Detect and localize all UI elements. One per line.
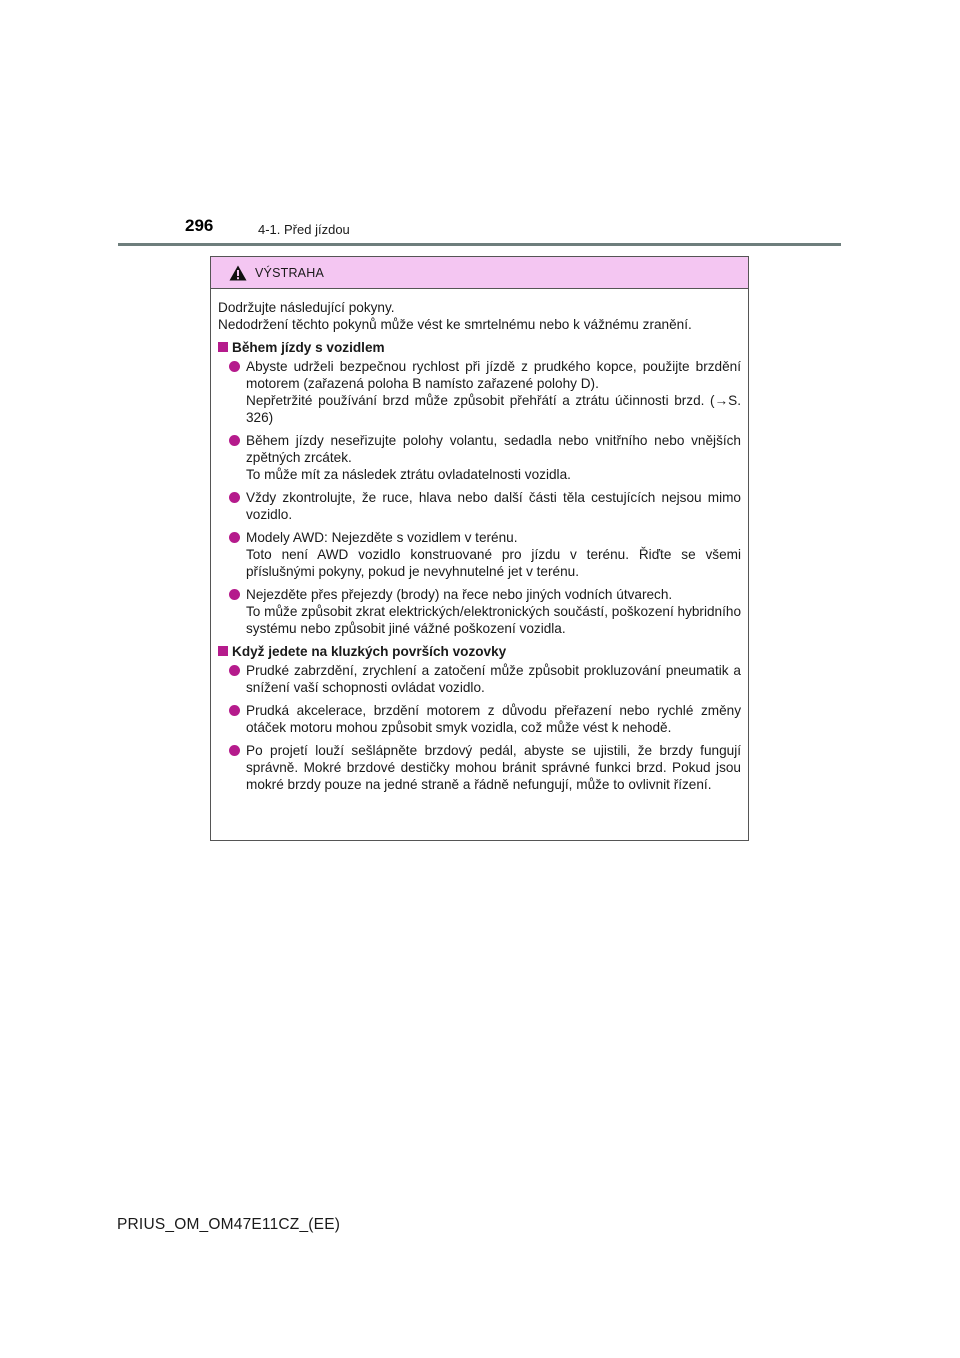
list-item: [218, 702, 741, 736]
round-bullet-icon: [229, 745, 240, 756]
section-heading: [218, 339, 741, 356]
header-divider: [118, 243, 841, 246]
list-item-text: To může mít za následek ztrátu ovladatelnosti vozidla.: [246, 467, 571, 482]
round-bullet-icon: [229, 435, 240, 446]
warning-section: [218, 643, 741, 793]
list-item-text: To může způsobit zkrat elektrických/elektronických součástí, poškození hybridního systému nebo způsobit jiné vážné poškození vozidla.: [246, 604, 741, 636]
document-code: PRIUS_OM_OM47E11CZ_(EE): [117, 1216, 341, 1233]
list-item-text: Abyste udrželi bezpečnou rychlost při jízdě z prudkého kopce, použijte brzdění motorem (zařazená poloha B namísto zařazené polohy D).: [246, 359, 741, 391]
list-item-text: Modely AWD: Nejezděte s vozidlem v terénu.: [246, 530, 518, 545]
section-title: 4-1. Před jízdou: [258, 222, 350, 237]
list-item-text: Prudká akcelerace, brzdění motorem z důvodu přeřazení nebo rychlé změny otáček motoru mohou způsobit smyk vozidla, což může vést k nehodě.: [246, 703, 741, 735]
section-heading-text: Když jedete na kluzkých površích vozovky: [232, 644, 507, 659]
warning-triangle-icon: [229, 265, 247, 281]
round-bullet-icon: [229, 589, 240, 600]
round-bullet-icon: [229, 492, 240, 503]
list-item: [218, 662, 741, 696]
list-item-text: Během jízdy neseřizujte polohy volantu, sedadla nebo vnitřního nebo vnějších zpětných zrcátek.: [246, 433, 741, 465]
list-item-text: Nepřetržité používání brzd může způsobit přehřátí a ztrátu účinnosti brzd. (→S. 326): [246, 393, 741, 425]
list-item-text: Toto není AWD vozidlo konstruované pro jízdu v terénu. Řiďte se všemi příslušnými pokyny, pokud je nevyhnutelné jet v terénu.: [246, 547, 741, 579]
list-item-text: Po projetí louží sešlápněte brzdový pedál, abyste se ujistili, že brzdy fungují správně. Mokré brzdové destičky mohou bránit správné funkci brzd. Pokud jsou mokré brzdy pouze na jedné straně a řádně nefungují, může to ovlivnit řízení.: [246, 743, 741, 792]
round-bullet-icon: [229, 705, 240, 716]
list-item: [218, 529, 741, 580]
round-bullet-icon: [229, 532, 240, 543]
section-heading: [218, 643, 741, 660]
section-heading-text: Během jízdy s vozidlem: [232, 340, 385, 355]
list-item-text: Prudké zabrzdění, zrychlení a zatočení může způsobit prokluzování pneumatik a snížení vaší schopnosti ovládat vozidlo.: [246, 663, 741, 695]
warning-header: [211, 257, 748, 289]
round-bullet-icon: [229, 361, 240, 372]
intro-line: Dodržujte následující pokyny.: [218, 300, 395, 315]
square-bullet-icon: [218, 342, 228, 352]
list-item: [218, 586, 741, 637]
round-bullet-icon: [229, 665, 240, 676]
list-item-text: Vždy zkontrolujte, že ruce, hlava nebo další části těla cestujících nejsou mimo vozidlo.: [246, 490, 741, 522]
list-item: [218, 432, 741, 483]
warning-box: [210, 256, 749, 841]
list-item: [218, 489, 741, 523]
intro-line: Nedodržení těchto pokynů může vést ke smrtelnému nebo k vážnému zranění.: [218, 317, 692, 332]
warning-section: [218, 339, 741, 637]
warning-title: VÝSTRAHA: [255, 265, 324, 280]
warning-body: [211, 289, 748, 793]
square-bullet-icon: [218, 646, 228, 656]
list-item: [218, 742, 741, 793]
list-item-text: Nejezděte přes přejezdy (brody) na řece nebo jiných vodních útvarech.: [246, 587, 673, 602]
warning-intro: [218, 299, 741, 333]
list-item: [218, 358, 741, 426]
page-number: 296: [185, 216, 214, 235]
